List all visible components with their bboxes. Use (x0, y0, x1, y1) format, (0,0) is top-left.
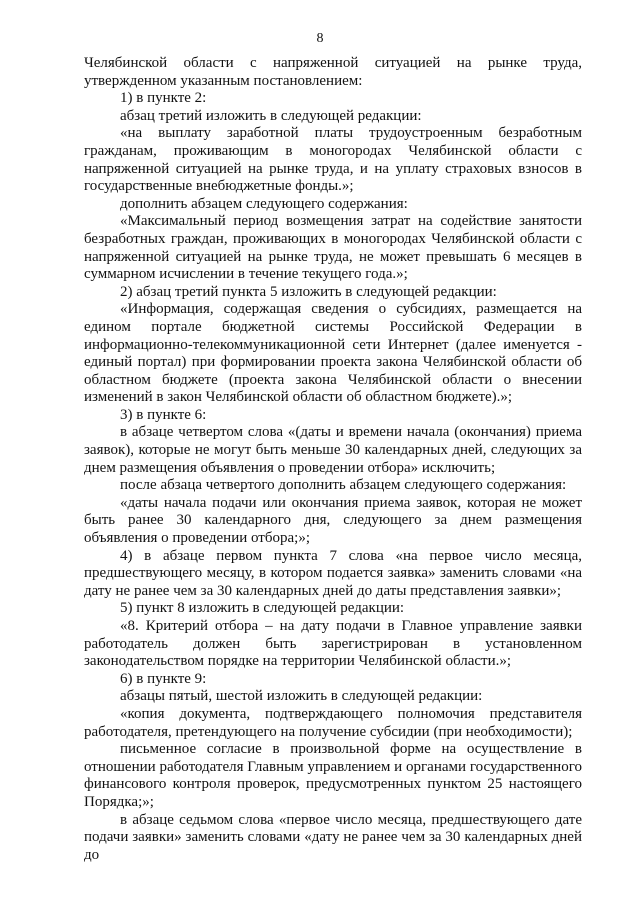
paragraph-continuation: Челябинской области с напряженной ситуацией на рынке труда, утвержденном указанным постановлением: (84, 55, 582, 89)
paragraph-quote: «Максимальный период возмещения затрат на содействие занятости безработных граждан, проживающих в моногородах Челябинской области с напряженной ситуацией на рынке труда, не может превышать 6 месяцев в суммарном исчислении в течение текущего года.»; (84, 213, 582, 283)
paragraph-quote: «копия документа, подтверждающего полномочия представителя работодателя, претендующего на получение субсидии (при необходимости); (84, 705, 582, 740)
paragraph-quote: «на выплату заработной платы трудоустроенным безработным гражданам, проживающим в моногородах Челябинской области с напряженной ситуацией на рынке труда, и на уплату страховых взносов в государственные внебюджетные фонды.»; (84, 125, 582, 195)
document-body (84, 55, 582, 864)
paragraph-item-3: 3) в пункте 6: (120, 406, 207, 423)
paragraph-instruction: абзац третий изложить в следующей редакции: (120, 107, 422, 124)
paragraph-instruction: в абзаце четвертом слова «(даты и времени начала (окончания) приема заявок), которые не могут быть меньше 30 календарных дней, следующих за днем размещения объявления о проведении отбора» исключить; (84, 424, 582, 476)
paragraph-instruction: после абзаца четвертого дополнить абзацем следующего содержания: (120, 477, 567, 494)
paragraph-instruction: в абзаце седьмом слова «первое число месяца, предшествующего дате подачи заявки» заменить словами «дату не ранее чем за 30 календарных дней до (84, 811, 582, 863)
paragraph-item-4: 4) в абзаце первом пункта 7 слова «на первое число месяца, предшествующего месяцу, в котором подается заявка» заменить словами «на дату не ранее чем за 30 календарных дней до даты представления заявки»; (84, 547, 582, 599)
paragraph-item-6: 6) в пункте 9: (120, 670, 207, 687)
page-number: 8 (316, 31, 324, 46)
paragraph-instruction: абзацы пятый, шестой изложить в следующей редакции: (120, 688, 483, 705)
paragraph-instruction: дополнить абзацем следующего содержания: (120, 195, 408, 212)
paragraph-item-1: 1) в пункте 2: (120, 90, 207, 107)
paragraph-item-2: 2) абзац третий пункта 5 изложить в следующей редакции: (120, 283, 497, 300)
paragraph-quote: письменное согласие в произвольной форме на осуществление в отношении работодателя Главным управлением и органами государственного финансового контроля проверок, предусмотренных пунктом 25 настоящего Порядка;»; (84, 741, 582, 810)
paragraph-quote: «8. Критерий отбора – на дату подачи в Главное управление заявки работодатель должен быть зарегистрирован в установленном законодательством порядке на территории Челябинской области.»; (84, 618, 582, 670)
paragraph-item-5: 5) пункт 8 изложить в следующей редакции: (120, 600, 405, 617)
paragraph-quote: «даты начала подачи или окончания приема заявок, которая не может быть ранее 30 календарного дня, следующего за днем размещения объявления о проведении отбора;»; (84, 494, 582, 547)
paragraph-quote: «Информация, содержащая сведения о субсидиях, размещается на едином портале бюджетной системы Российской Федерации в информационно-телекоммуникационной сети Интернет (далее именуется - единый портал) при формировании проекта закона Челябинской области об областном бюджете (проекта закона Челябинской области о внесении изменений в закон Челябинской области об областном бюджете).»; (84, 301, 582, 406)
